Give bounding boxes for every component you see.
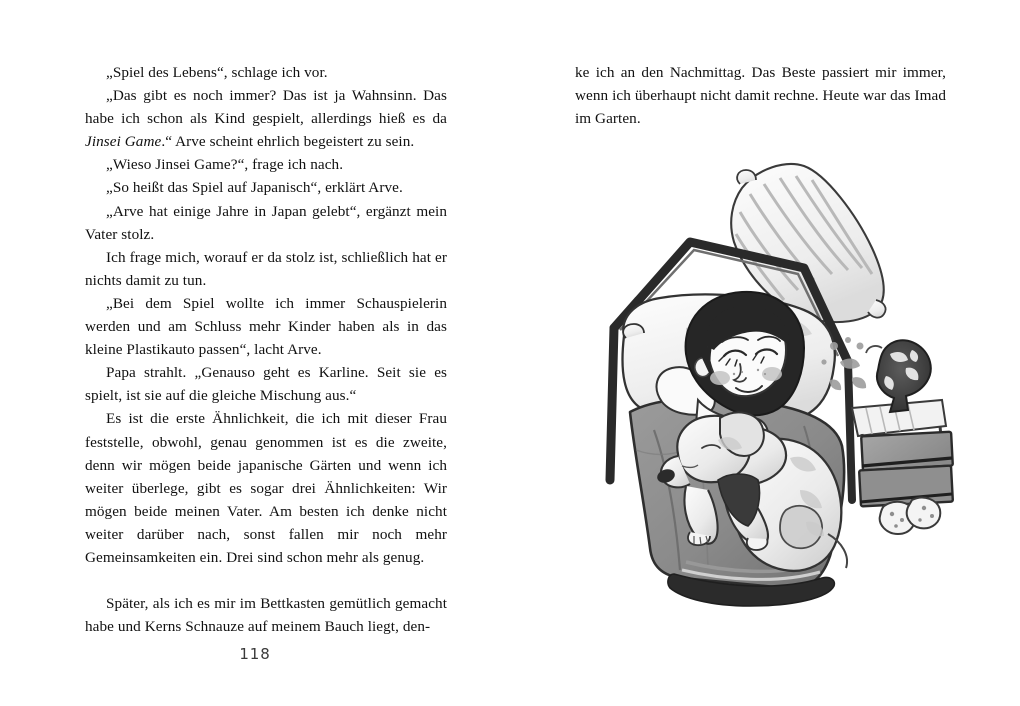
paragraph: Später, als ich es mir im Bettkasten gemütlich gemacht habe und Kerns Schnauze auf meinem Bauch liegt, den-	[85, 595, 447, 636]
paragraph-part-lead: „Das gibt es noch immer? Das ist ja Wahnsinn. Das habe ich schon als Kind gespielt, allerdings hieß es da	[85, 87, 447, 128]
paragraph-part-tail: .“ Arve scheint ehrlich begeistert zu sein.	[161, 133, 415, 151]
paragraph: „Arve hat einige Jahre in Japan gelebt“, ergänzt mein Vater stolz.	[85, 202, 447, 243]
page-number: 118	[239, 645, 271, 663]
right-page	[510, 0, 1020, 706]
slippers-shape	[880, 498, 941, 534]
paragraph: „So heißt das Spiel auf Japanisch“, erklärt Arve.	[106, 179, 403, 197]
paragraph: Ich frage mich, worauf er da stolz ist, schließlich hat er nichts damit zu tun.	[85, 248, 447, 289]
paragraph: „Bei dem Spiel wollte ich immer Schauspielerin werden und am Schluss mehr Kinder haben als in das kleine Plastikauto passen“, lacht Arve.	[85, 294, 447, 359]
paragraph-continuation: ke ich an den Nachmittag. Das Beste passiert mir immer, wenn ich überhaupt nicht damit rechne. Heute war das Imad im Garten.	[575, 64, 946, 128]
paragraph: „Spiel des Lebens“, schlage ich vor.	[106, 64, 328, 81]
left-text-column	[85, 61, 447, 638]
right-text-column	[575, 61, 946, 130]
stacked-books-shape	[859, 432, 953, 507]
paragraph: „Wieso Jinsei Game?“, frage ich nach.	[106, 156, 344, 174]
paragraph: Papa strahlt. „Genauso geht es Karline. Seit sie es spielt, ist sie auf die gleiche Mischung aus.“	[85, 364, 447, 405]
paragraph-with-italic-title	[85, 84, 447, 153]
paragraph-spacer	[85, 569, 447, 592]
illustration-girl-sleeping-in-bed-with-dog	[590, 150, 965, 615]
paragraph: Es ist die erste Ähnlichkeit, die ich mit dieser Frau feststelle, obwohl, genau genommen ist es die zweite, denn wir mögen beide japanische Gärten und wenn ich weiter überlege, gibt es sogar drei Ähnlichkeiten: Wir mögen beide meinen Vater. Am besten ich denke nicht weiter darüber nach, sonst fallen mir noch mehr Gemeinsamkeiten ein. Drei sind schon mehr als genug.	[85, 410, 447, 566]
book-title-italic: Jinsei Game	[85, 133, 162, 151]
